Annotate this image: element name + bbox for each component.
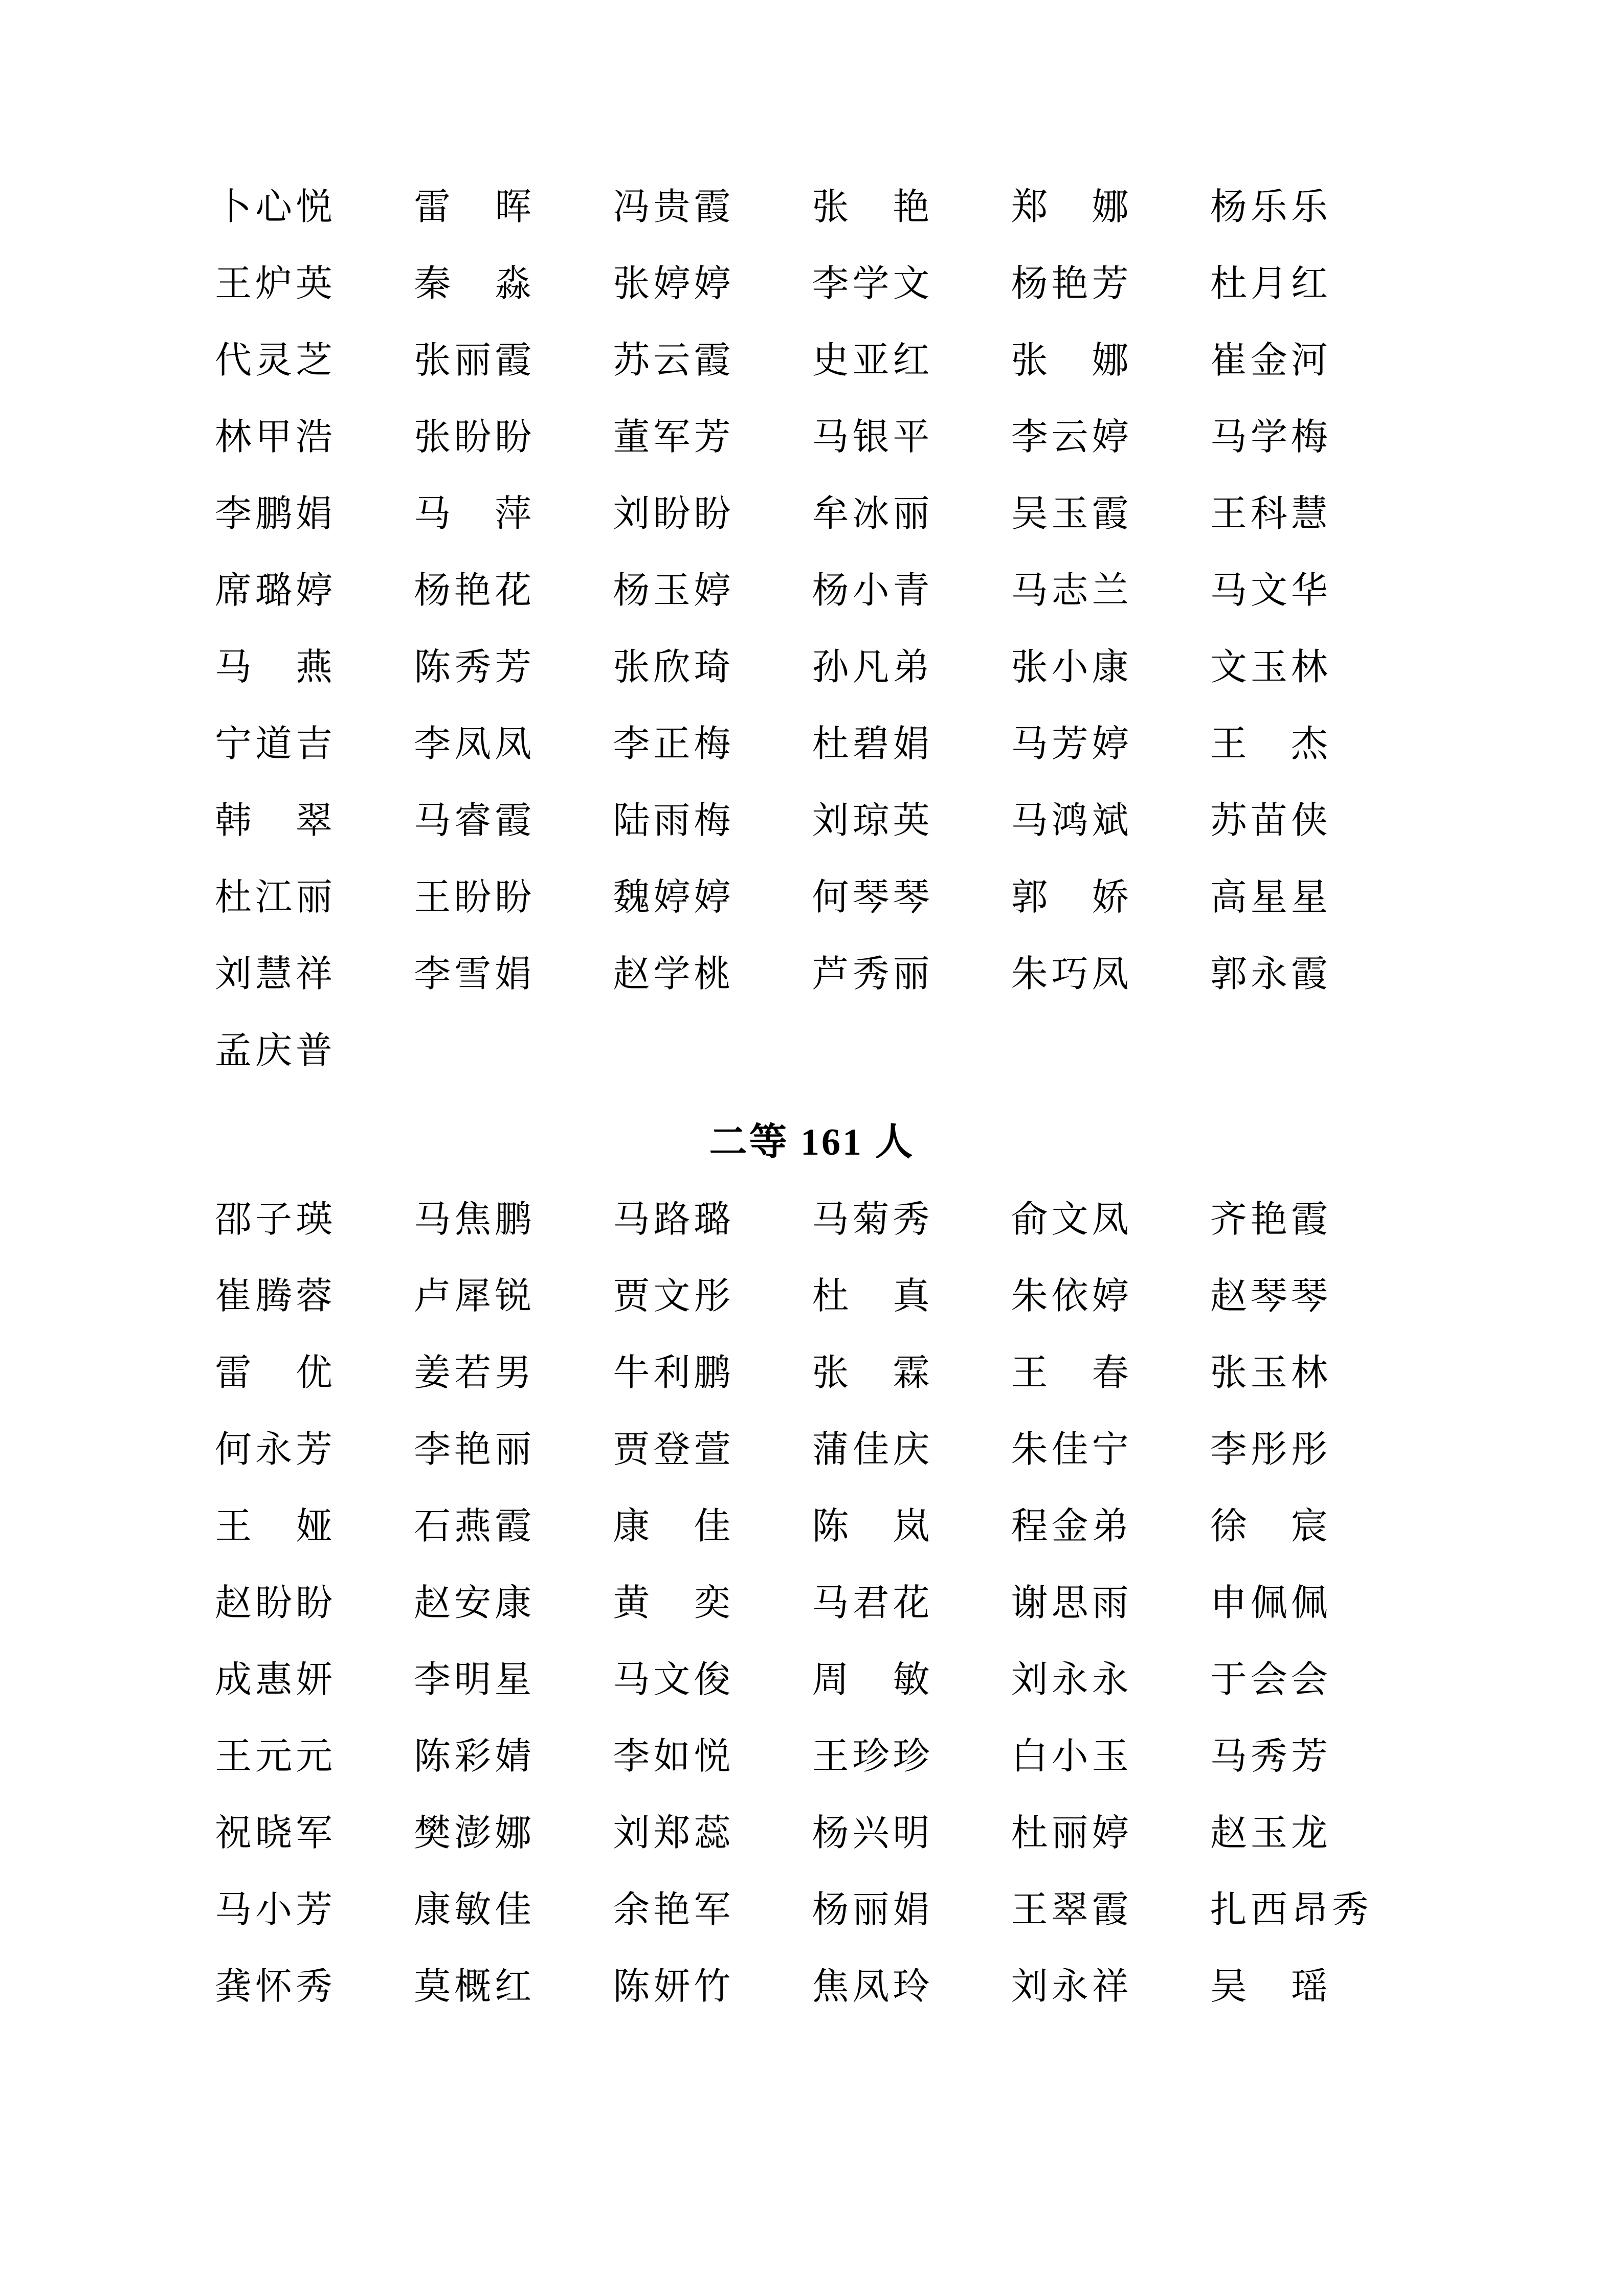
name-text: 张艳 <box>812 187 930 228</box>
name-text: 张婷婷 <box>613 263 731 304</box>
name-text: 马文华 <box>1210 570 1328 611</box>
name-text: 马燕 <box>215 647 332 688</box>
name-text: 张盼盼 <box>414 417 532 458</box>
name-text: 王杰 <box>1210 724 1328 764</box>
name-cell <box>613 1641 812 1718</box>
name-cell <box>613 1181 812 1258</box>
name-cell <box>414 1872 613 1948</box>
name-cell <box>414 1181 613 1258</box>
name-text: 崔金河 <box>1210 340 1328 381</box>
name-cell <box>1011 1948 1210 2025</box>
name-text: 俞文凤 <box>1011 1199 1129 1240</box>
name-cell <box>215 936 414 1012</box>
name-cell <box>414 1335 613 1411</box>
name-text: 王娅 <box>215 1506 332 1547</box>
name-cell <box>613 782 812 859</box>
name-text: 李彤彤 <box>1210 1429 1328 1470</box>
name-cell <box>215 476 414 552</box>
name-cell <box>812 552 1011 629</box>
name-cell <box>414 859 613 936</box>
name-cell <box>613 245 812 322</box>
name-cell <box>613 859 812 936</box>
name-cell <box>1210 1948 1409 2025</box>
name-cell <box>414 476 613 552</box>
name-text: 王炉英 <box>215 263 332 304</box>
name-cell <box>215 1335 414 1411</box>
name-cell <box>1011 1258 1210 1335</box>
name-text: 杜真 <box>812 1276 930 1317</box>
name-cell <box>414 1488 613 1565</box>
name-cell <box>215 1872 414 1948</box>
name-text: 雷晖 <box>414 187 532 228</box>
name-cell <box>613 1411 812 1488</box>
name-text: 程金弟 <box>1011 1506 1129 1547</box>
name-text: 马小芳 <box>215 1889 332 1930</box>
name-text: 郭娇 <box>1011 877 1129 918</box>
name-cell <box>1210 1641 1409 1718</box>
name-text: 徐宸 <box>1210 1506 1328 1547</box>
name-cell <box>215 245 414 322</box>
name-text: 赵学桃 <box>613 954 731 995</box>
name-text: 杨艳芳 <box>1011 263 1129 304</box>
name-cell <box>1210 936 1409 1012</box>
name-cell <box>1011 706 1210 782</box>
name-cell <box>215 1012 414 1089</box>
name-cell <box>812 245 1011 322</box>
name-text: 祝晓军 <box>215 1813 332 1854</box>
name-cell <box>215 1181 414 1258</box>
name-text: 马鸿斌 <box>1011 800 1129 841</box>
name-cell <box>613 1488 812 1565</box>
name-text: 崔腾蓉 <box>215 1276 332 1317</box>
name-cell <box>613 1565 812 1641</box>
name-cell <box>812 1948 1011 2025</box>
name-cell <box>812 169 1011 245</box>
name-cell <box>1011 936 1210 1012</box>
name-cell <box>414 1641 613 1718</box>
name-text: 代灵芝 <box>215 340 332 381</box>
name-cell <box>1210 1181 1409 1258</box>
name-cell <box>215 399 414 476</box>
name-cell <box>812 1335 1011 1411</box>
name-cell <box>812 1488 1011 1565</box>
name-cell <box>215 552 414 629</box>
name-cell <box>1210 399 1409 476</box>
name-cell <box>215 322 414 399</box>
name-text: 石燕霞 <box>414 1506 532 1547</box>
name-cell <box>215 1795 414 1872</box>
name-cell <box>1011 1872 1210 1948</box>
name-text: 王珍珍 <box>812 1736 930 1777</box>
name-cell <box>1210 1872 1409 1948</box>
name-text: 李凤凤 <box>414 724 532 764</box>
name-text: 马君花 <box>812 1583 930 1624</box>
name-cell <box>613 1795 812 1872</box>
name-cell <box>1011 399 1210 476</box>
name-text: 赵安康 <box>414 1583 532 1624</box>
name-text: 张欣琦 <box>613 647 731 688</box>
name-text: 杨艳花 <box>414 570 532 611</box>
name-text: 申佩佩 <box>1210 1583 1328 1624</box>
name-cell <box>812 706 1011 782</box>
name-text: 康敏佳 <box>414 1889 532 1930</box>
name-cell <box>215 629 414 706</box>
name-cell <box>1210 1411 1409 1488</box>
name-text: 赵琴琴 <box>1210 1276 1328 1317</box>
name-text: 席璐婷 <box>215 570 332 611</box>
name-cell <box>1210 169 1409 245</box>
name-text: 王翠霞 <box>1011 1889 1129 1930</box>
name-text: 魏婷婷 <box>613 877 731 918</box>
name-cell <box>812 399 1011 476</box>
name-text: 张玉林 <box>1210 1353 1328 1393</box>
name-text: 马睿霞 <box>414 800 532 841</box>
name-cell <box>1210 859 1409 936</box>
name-cell <box>812 476 1011 552</box>
name-cell <box>613 476 812 552</box>
name-cell <box>1210 1565 1409 1641</box>
name-text: 樊澎娜 <box>414 1813 532 1854</box>
name-cell <box>613 706 812 782</box>
name-cell <box>1210 322 1409 399</box>
name-text: 李明星 <box>414 1659 532 1700</box>
name-cell <box>1210 1795 1409 1872</box>
name-list-section-two <box>215 1181 1409 2025</box>
name-text: 刘永永 <box>1011 1659 1129 1700</box>
name-cell <box>1011 169 1210 245</box>
name-text: 赵玉龙 <box>1210 1813 1328 1854</box>
name-text: 李云婷 <box>1011 417 1129 458</box>
name-cell <box>215 1948 414 2025</box>
name-cell <box>414 552 613 629</box>
name-cell <box>414 322 613 399</box>
name-text: 高星星 <box>1210 877 1328 918</box>
name-text: 莫概红 <box>414 1966 532 2007</box>
name-text: 赵盼盼 <box>215 1583 332 1624</box>
name-text: 芦秀丽 <box>812 954 930 995</box>
name-cell <box>1210 706 1409 782</box>
name-text: 朱依婷 <box>1011 1276 1129 1317</box>
name-text: 马路璐 <box>613 1199 731 1240</box>
name-cell <box>1011 1181 1210 1258</box>
name-cell <box>1011 476 1210 552</box>
name-text: 孙凡弟 <box>812 647 930 688</box>
name-cell <box>414 1948 613 2025</box>
name-text: 何永芳 <box>215 1429 332 1470</box>
name-text: 姜若男 <box>414 1353 532 1393</box>
name-text: 吴玉霞 <box>1011 493 1129 534</box>
name-cell <box>812 322 1011 399</box>
name-text: 康佳 <box>613 1506 731 1547</box>
name-text: 李雪娟 <box>414 954 532 995</box>
name-text: 刘琼英 <box>812 800 930 841</box>
name-cell <box>414 399 613 476</box>
name-text: 孟庆普 <box>215 1030 332 1071</box>
name-text: 王春 <box>1011 1353 1129 1393</box>
name-cell <box>613 936 812 1012</box>
name-text: 李正梅 <box>613 724 731 764</box>
name-cell <box>414 1258 613 1335</box>
name-cell <box>1210 476 1409 552</box>
name-text: 贾登萱 <box>613 1429 731 1470</box>
name-text: 苏苗侠 <box>1210 800 1328 841</box>
name-text: 李如悦 <box>613 1736 731 1777</box>
name-text: 冯贵霞 <box>613 187 731 228</box>
name-cell <box>1011 322 1210 399</box>
name-cell <box>215 782 414 859</box>
name-cell <box>1011 1718 1210 1795</box>
name-text: 董军芳 <box>613 417 731 458</box>
name-cell <box>812 1411 1011 1488</box>
name-text: 成惠妍 <box>215 1659 332 1700</box>
name-text: 陈妍竹 <box>613 1966 731 2007</box>
name-text: 马秀芳 <box>1210 1736 1328 1777</box>
name-text: 杜月红 <box>1210 263 1328 304</box>
name-text: 李学文 <box>812 263 930 304</box>
name-text: 于会会 <box>1210 1659 1328 1700</box>
name-text: 刘永祥 <box>1011 1966 1129 2007</box>
name-text: 牟冰丽 <box>812 493 930 534</box>
name-text: 马菊秀 <box>812 1199 930 1240</box>
name-text: 黄奕 <box>613 1583 731 1624</box>
name-text: 朱巧凤 <box>1011 954 1129 995</box>
name-text: 何琴琴 <box>812 877 930 918</box>
name-text: 刘盼盼 <box>613 493 731 534</box>
name-text: 陈秀芳 <box>414 647 532 688</box>
name-text: 李鹏娟 <box>215 493 332 534</box>
name-cell <box>215 1641 414 1718</box>
name-cell <box>613 552 812 629</box>
name-cell <box>1210 629 1409 706</box>
name-cell <box>215 1565 414 1641</box>
name-cell <box>613 169 812 245</box>
name-text: 卜心悦 <box>215 187 332 228</box>
name-cell <box>812 629 1011 706</box>
name-cell <box>812 782 1011 859</box>
name-text: 卢犀锐 <box>414 1276 532 1317</box>
name-cell <box>613 1258 812 1335</box>
name-text: 杨玉婷 <box>613 570 731 611</box>
name-text: 扎西昂秀 <box>1210 1889 1369 1930</box>
name-text: 蒲佳庆 <box>812 1429 930 1470</box>
name-text: 马萍 <box>414 493 532 534</box>
name-text: 张小康 <box>1011 647 1129 688</box>
name-cell <box>613 1335 812 1411</box>
name-text: 林甲浩 <box>215 417 332 458</box>
name-text: 杜碧娟 <box>812 724 930 764</box>
name-text: 马焦鹏 <box>414 1199 532 1240</box>
name-text: 陆雨梅 <box>613 800 731 841</box>
name-cell <box>1011 1411 1210 1488</box>
name-text: 王科慧 <box>1210 493 1328 534</box>
name-cell <box>215 1411 414 1488</box>
name-text: 马志兰 <box>1011 570 1129 611</box>
name-text: 杨丽娟 <box>812 1889 930 1930</box>
name-text: 杨小青 <box>812 570 930 611</box>
name-text: 朱佳宁 <box>1011 1429 1129 1470</box>
name-cell <box>215 1718 414 1795</box>
name-cell <box>812 1718 1011 1795</box>
name-text: 杨乐乐 <box>1210 187 1328 228</box>
section-title-second-prize: 二等 161 人 <box>709 1121 915 1163</box>
name-text: 刘慧祥 <box>215 954 332 995</box>
name-cell <box>812 1258 1011 1335</box>
name-cell <box>613 629 812 706</box>
name-cell <box>812 1181 1011 1258</box>
name-text: 张霖 <box>812 1353 930 1393</box>
name-text: 文玉林 <box>1210 647 1328 688</box>
name-cell <box>1011 1641 1210 1718</box>
name-text: 杨兴明 <box>812 1813 930 1854</box>
name-cell <box>1210 782 1409 859</box>
name-text: 李艳丽 <box>414 1429 532 1470</box>
name-list-section-one <box>215 169 1409 1089</box>
name-cell <box>1210 1335 1409 1411</box>
name-text: 齐艳霞 <box>1210 1199 1328 1240</box>
name-cell <box>414 1565 613 1641</box>
name-text: 杜江丽 <box>215 877 332 918</box>
name-text: 周敏 <box>812 1659 930 1700</box>
name-text: 马文俊 <box>613 1659 731 1700</box>
name-cell <box>812 859 1011 936</box>
name-cell <box>1011 629 1210 706</box>
name-cell <box>414 1718 613 1795</box>
name-cell <box>1011 1335 1210 1411</box>
name-text: 谢思雨 <box>1011 1583 1129 1624</box>
name-cell <box>414 245 613 322</box>
name-text: 郑娜 <box>1011 187 1129 228</box>
name-text: 史亚红 <box>812 340 930 381</box>
name-cell <box>613 399 812 476</box>
name-cell <box>812 1641 1011 1718</box>
name-text: 龚怀秀 <box>215 1966 332 2007</box>
name-cell <box>414 1411 613 1488</box>
name-cell <box>1210 552 1409 629</box>
name-text: 秦淼 <box>414 263 532 304</box>
name-cell <box>215 706 414 782</box>
name-cell <box>215 1258 414 1335</box>
name-cell <box>1210 245 1409 322</box>
name-cell <box>613 1948 812 2025</box>
name-cell <box>812 936 1011 1012</box>
name-cell <box>414 1795 613 1872</box>
name-cell <box>1011 1565 1210 1641</box>
name-text: 余艳军 <box>613 1889 731 1930</box>
name-cell <box>812 1565 1011 1641</box>
name-text: 张丽霞 <box>414 340 532 381</box>
name-text: 张娜 <box>1011 340 1129 381</box>
name-text: 牛利鹏 <box>613 1353 731 1393</box>
name-cell <box>1210 1258 1409 1335</box>
name-cell <box>414 936 613 1012</box>
name-cell <box>613 1872 812 1948</box>
name-cell <box>414 629 613 706</box>
name-text: 吴瑶 <box>1210 1966 1328 2007</box>
name-cell <box>1011 782 1210 859</box>
name-text: 韩翠 <box>215 800 332 841</box>
name-cell <box>215 1488 414 1565</box>
name-cell <box>1210 1488 1409 1565</box>
name-text: 马芳婷 <box>1011 724 1129 764</box>
name-cell <box>1011 245 1210 322</box>
name-text: 陈岚 <box>812 1506 930 1547</box>
name-text: 刘郑蕊 <box>613 1813 731 1854</box>
name-cell <box>1011 552 1210 629</box>
name-text: 贾文彤 <box>613 1276 731 1317</box>
name-text: 马学梅 <box>1210 417 1328 458</box>
name-cell <box>414 782 613 859</box>
name-text: 雷优 <box>215 1353 332 1393</box>
name-text: 郭永霞 <box>1210 954 1328 995</box>
name-text: 王盼盼 <box>414 877 532 918</box>
name-text: 邵子瑛 <box>215 1199 332 1240</box>
name-text: 焦凤玲 <box>812 1966 930 2007</box>
name-cell <box>414 706 613 782</box>
name-cell <box>1210 1718 1409 1795</box>
name-cell <box>215 859 414 936</box>
name-text: 白小玉 <box>1011 1736 1129 1777</box>
name-text: 杜丽婷 <box>1011 1813 1129 1854</box>
name-text: 马银平 <box>812 417 930 458</box>
name-cell <box>812 1872 1011 1948</box>
name-cell <box>1011 1795 1210 1872</box>
name-cell <box>613 322 812 399</box>
name-text: 陈彩婧 <box>414 1736 532 1777</box>
name-cell <box>613 1718 812 1795</box>
name-cell <box>215 169 414 245</box>
name-cell <box>414 169 613 245</box>
name-text: 宁道吉 <box>215 724 332 764</box>
name-text: 苏云霞 <box>613 340 731 381</box>
name-text: 王元元 <box>215 1736 332 1777</box>
name-cell <box>1011 1488 1210 1565</box>
name-cell <box>1011 859 1210 936</box>
name-cell <box>812 1795 1011 1872</box>
